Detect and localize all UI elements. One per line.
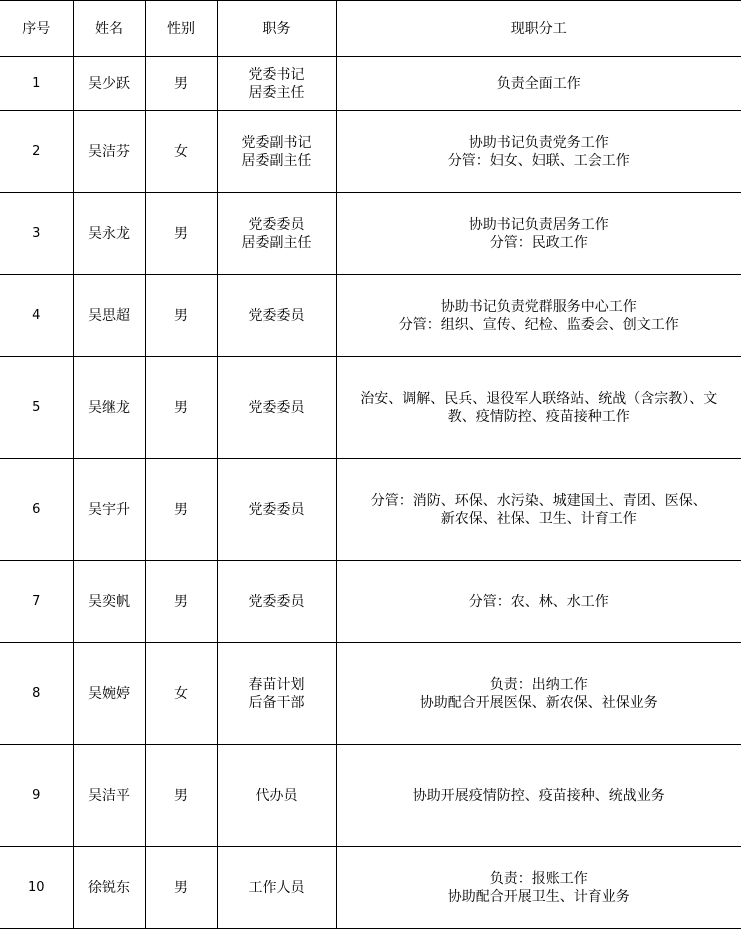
- cell-gender: 女: [145, 643, 217, 745]
- cell-position: 党委委员 居委副主任: [217, 193, 336, 275]
- cell-duty: 治安、调解、民兵、退役军人联络站、统战（含宗教）、文 教、疫情防控、疫苗接种工作: [336, 357, 741, 459]
- cell-gender: 男: [145, 193, 217, 275]
- cell-serial-number: 7: [0, 561, 73, 643]
- cell-gender: 男: [145, 745, 217, 847]
- table-row: [0, 847, 741, 929]
- cell-position: 党委委员: [217, 459, 336, 561]
- table-row: [0, 357, 741, 459]
- cell-name: 吴奕帆: [73, 561, 145, 643]
- cell-serial-number: 2: [0, 111, 73, 193]
- cell-gender: 男: [145, 57, 217, 111]
- cell-duty: 协助开展疫情防控、疫苗接种、统战业务: [336, 745, 741, 847]
- cell-duty: 协助书记负责党群服务中心工作 分管：组织、宣传、纪检、监委会、创文工作: [336, 275, 741, 357]
- cell-name: 吴继龙: [73, 357, 145, 459]
- header-serial-number: 序号: [0, 1, 73, 57]
- cell-name: 吴洁芬: [73, 111, 145, 193]
- header-position: 职务: [217, 1, 336, 57]
- cell-serial-number: 8: [0, 643, 73, 745]
- cell-duty: 分管：消防、环保、水污染、城建国土、青团、医保、 新农保、社保、卫生、计育工作: [336, 459, 741, 561]
- cell-gender: 男: [145, 561, 217, 643]
- cell-serial-number: 10: [0, 847, 73, 929]
- cell-name: 吴洁平: [73, 745, 145, 847]
- cell-serial-number: 9: [0, 745, 73, 847]
- cell-name: 徐锐东: [73, 847, 145, 929]
- cell-duty: 协助书记负责居务工作 分管：民政工作: [336, 193, 741, 275]
- cell-gender: 男: [145, 847, 217, 929]
- cell-serial-number: 5: [0, 357, 73, 459]
- cell-name: 吴永龙: [73, 193, 145, 275]
- cell-gender: 男: [145, 459, 217, 561]
- cell-position: 代办员: [217, 745, 336, 847]
- cell-duty: 负责：报账工作 协助配合开展卫生、计育业务: [336, 847, 741, 929]
- cell-position: 党委委员: [217, 357, 336, 459]
- header-duty: 现职分工: [336, 1, 741, 57]
- cell-duty: 协助书记负责党务工作 分管：妇女、妇联、工会工作: [336, 111, 741, 193]
- cell-gender: 男: [145, 275, 217, 357]
- table-row: [0, 275, 741, 357]
- header-gender: 性别: [145, 1, 217, 57]
- table-row: [0, 745, 741, 847]
- cell-name: 吴宇升: [73, 459, 145, 561]
- cell-serial-number: 3: [0, 193, 73, 275]
- cell-duty: 负责全面工作: [336, 57, 741, 111]
- table-row: [0, 643, 741, 745]
- cell-duty: 负责：出纳工作 协助配合开展医保、新农保、社保业务: [336, 643, 741, 745]
- cell-name: 吴婉婷: [73, 643, 145, 745]
- cell-position: 春苗计划 后备干部: [217, 643, 336, 745]
- cell-gender: 男: [145, 357, 217, 459]
- table-row: [0, 193, 741, 275]
- cell-name: 吴少跃: [73, 57, 145, 111]
- cell-name: 吴思超: [73, 275, 145, 357]
- cell-position: 党委委员: [217, 275, 336, 357]
- cell-position: 党委书记 居委主任: [217, 57, 336, 111]
- table-row: [0, 111, 741, 193]
- header-name: 姓名: [73, 1, 145, 57]
- cell-duty: 分管：农、林、水工作: [336, 561, 741, 643]
- cell-position: 党委副书记 居委副主任: [217, 111, 336, 193]
- cell-position: 党委委员: [217, 561, 336, 643]
- table-row: [0, 561, 741, 643]
- header-row: [0, 1, 741, 57]
- table-row: [0, 459, 741, 561]
- table-row: [0, 57, 741, 111]
- cell-gender: 女: [145, 111, 217, 193]
- cell-position: 工作人员: [217, 847, 336, 929]
- cell-serial-number: 4: [0, 275, 73, 357]
- cell-serial-number: 1: [0, 57, 73, 111]
- cell-serial-number: 6: [0, 459, 73, 561]
